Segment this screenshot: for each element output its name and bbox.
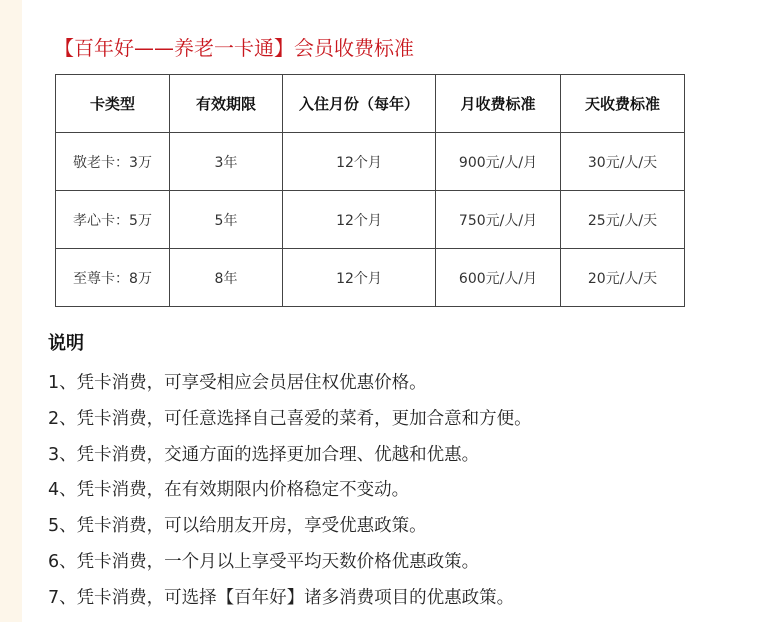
cell-daily-fee: 30元/人/天 (561, 133, 685, 191)
cell-validity: 8年 (170, 249, 283, 307)
list-item: 4、凭卡消费，在有效期限内价格稳定不变动。 (48, 480, 410, 501)
list-item: 3、凭卡消费，交通方面的选择更加合理、优越和优惠。 (48, 444, 480, 465)
cell-stay-months: 12个月 (283, 191, 436, 249)
header-validity: 有效期限 (170, 75, 283, 133)
header-monthly-fee: 月收费标准 (436, 75, 561, 133)
cell-monthly-fee: 600元/人/月 (436, 249, 561, 307)
table-row (56, 133, 685, 191)
cell-validity: 5年 (170, 191, 283, 249)
cell-daily-fee: 25元/人/天 (561, 191, 685, 249)
left-margin-strip (0, 0, 22, 622)
header-card-type: 卡类型 (56, 75, 170, 133)
list-item: 1、凭卡消费，可享受相应会员居住权优惠价格。 (48, 373, 427, 393)
cell-monthly-fee: 750元/人/月 (436, 191, 561, 249)
cell-card-type: 敬老卡：3万 (56, 133, 170, 191)
notes-list (48, 366, 532, 617)
list-item: 7、凭卡消费，可选择【百年好】诸多消费项目的优惠政策。 (48, 587, 515, 608)
table-header-row (56, 75, 685, 133)
cell-card-type: 至尊卡：8万 (56, 249, 170, 307)
page-title: 【百年好——养老一卡通】会员收费标准 (54, 36, 414, 60)
cell-validity: 3年 (170, 133, 283, 191)
cell-stay-months: 12个月 (283, 133, 436, 191)
header-stay-months: 入住月份（每年） (283, 75, 436, 133)
cell-daily-fee: 20元/人/天 (561, 249, 685, 307)
list-item: 5、凭卡消费，可以给朋友开房，享受优惠政策。 (48, 516, 427, 537)
table-row (56, 191, 685, 249)
cell-monthly-fee: 900元/人/月 (436, 133, 561, 191)
list-item: 2、凭卡消费，可任意选择自己喜爱的菜肴，更加合意和方便。 (48, 408, 532, 429)
table-row (56, 249, 685, 307)
list-item: 6、凭卡消费，一个月以上享受平均天数价格优惠政策。 (48, 551, 480, 572)
notes-heading: 说明 (48, 333, 84, 354)
fee-table (55, 74, 685, 307)
cell-card-type: 孝心卡：5万 (56, 191, 170, 249)
cell-stay-months: 12个月 (283, 249, 436, 307)
header-daily-fee: 天收费标准 (561, 75, 685, 133)
